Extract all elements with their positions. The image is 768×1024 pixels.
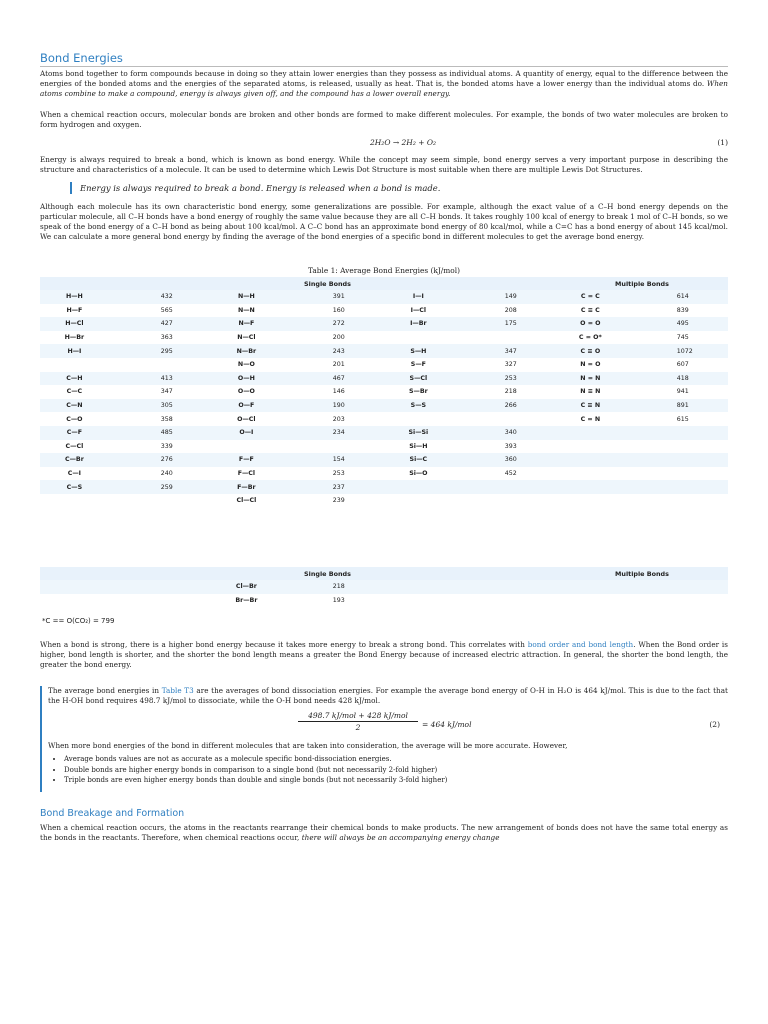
- bond-cell: H—F: [66, 306, 83, 314]
- table-row: [40, 594, 728, 608]
- energy-cell: 418: [676, 374, 689, 382]
- accuracy-paragraph: [48, 741, 728, 786]
- bond-cell: [384, 412, 453, 426]
- fraction-result: = 464 kJ/mol: [422, 720, 472, 729]
- energy-cell: 218: [504, 388, 517, 396]
- energy-cell: 175: [504, 320, 517, 328]
- generalization-text: Although each molecule has its own characteristic bond energy, some generalizations are possible. For example, although the exact value of a C–H bond energy depends on the particular molecule, all C–H bonds have a bond energy of roughly the same value because they are all C–H bonds. It takes roughly 100 kcal of energy to break 1 mol of C–H bonds, so we speak of the bond energy of a C–H bond as being about 100 kcal/mol. A C–C bond has an approximate bond energy of 80 kcal/mol, while a C=C has a bond energy of about 145 kcal/mol. We can calculate a more general bond energy by finding the average of the bond energies of a specific bond in different molecules to get the average bond energy.: [40, 202, 728, 241]
- table-row: [40, 480, 728, 494]
- energy-cell: 891: [676, 402, 689, 410]
- list-item: • Double bonds are higher energy bonds in comparison to a single bond (but not necessarily 2-fold higher): [64, 765, 728, 776]
- equation-2-number: (2): [709, 720, 720, 729]
- bond-cell: O—H: [237, 374, 255, 382]
- table-row: [40, 344, 728, 358]
- energy-cell: [625, 440, 728, 454]
- bond-cell: S—F: [410, 361, 426, 369]
- bond-cell: [556, 426, 625, 440]
- reaction-text: When a chemical reaction occurs, molecular bonds are broken and other bonds are formed to make different molecules. For example, the bonds of two water molecules are broken to form hydrogen and oxygen.: [40, 110, 728, 129]
- breakage-paragraph: [40, 823, 728, 843]
- bond-cell: O—I: [239, 429, 254, 437]
- energy-cell: [109, 594, 212, 608]
- energy-cell: 239: [332, 497, 345, 505]
- energy-cell: 432: [160, 293, 173, 301]
- energy-cell: 565: [160, 306, 173, 314]
- average-fraction: [298, 711, 418, 732]
- bond-cell: F—F: [238, 456, 254, 464]
- energy-cell: 745: [676, 334, 689, 342]
- energy-cell: 253: [332, 470, 345, 478]
- energy-cell: 253: [504, 374, 517, 382]
- energy-cell: 149: [504, 293, 517, 301]
- bond-cell: H—I: [67, 347, 82, 355]
- bond-cell: [384, 594, 453, 608]
- average-bond-list: [48, 754, 728, 786]
- bond-cell: N—N: [237, 306, 255, 314]
- bond-cell: [556, 580, 625, 594]
- energy-cell: 485: [160, 429, 173, 437]
- energy-cell: 146: [332, 388, 345, 396]
- table-row: [40, 331, 728, 345]
- bond-cell: F—Cl: [237, 470, 256, 478]
- energy-cell: [109, 494, 212, 508]
- energy-cell: 266: [504, 402, 517, 410]
- bond-cell: F—Br: [237, 483, 256, 491]
- energy-cell: 358: [160, 415, 173, 423]
- bond-cell: Si—H: [409, 442, 428, 450]
- bond-cell: Si—O: [409, 470, 428, 478]
- energy-cell: [281, 440, 384, 454]
- bond-cell: N = N: [580, 374, 601, 382]
- table-row: [40, 372, 728, 386]
- energy-cell: 234: [332, 429, 345, 437]
- bond-cell: Br—Br: [235, 596, 258, 604]
- energy-cell: 295: [160, 347, 173, 355]
- bond-cell: S—H: [410, 347, 427, 355]
- energy-cell: 237: [332, 483, 345, 491]
- bond-cell: [40, 494, 109, 508]
- bond-energy-paragraph: [40, 155, 728, 175]
- equation-1-number: (1): [717, 138, 728, 147]
- energy-cell: 259: [160, 483, 173, 491]
- multiple-bonds-header-2: Multiple Bonds: [615, 569, 669, 578]
- fraction-numerator: 498.7 kJ/mol + 428 kJ/mol: [298, 711, 418, 722]
- bond-cell: H—Cl: [65, 320, 84, 328]
- reaction-paragraph: [40, 110, 728, 130]
- energy-cell: 160: [332, 306, 345, 314]
- intro-emphasis: When atoms combine to make a compound, energy is always given off, and the compound has a lower overall energy.: [40, 79, 728, 98]
- energy-cell: 467: [332, 374, 345, 382]
- generalization-paragraph: [40, 202, 728, 242]
- section-heading-breakage: Bond Breakage and Formation: [40, 808, 185, 819]
- energy-cell: 272: [332, 320, 345, 328]
- table-row: [40, 358, 728, 372]
- accuracy-text: When more bond energies of the bond in different molecules that are taken into consideration, the average will be more accurate. However,: [48, 741, 568, 750]
- table-row: [40, 467, 728, 481]
- energy-cell: 339: [160, 442, 173, 450]
- bond-energies-table: [40, 277, 728, 508]
- bond-cell: N—O: [237, 361, 255, 369]
- heading-rule: [40, 66, 728, 67]
- energy-cell: 218: [332, 583, 345, 591]
- energy-cell: [453, 480, 556, 494]
- list-item: • Triple bonds are even higher energy bonds than double and single bonds (but not necessarily 3-fold higher): [64, 775, 728, 786]
- energy-cell: [109, 580, 212, 594]
- bond-cell: C ≡ O: [580, 347, 601, 355]
- multiple-bonds-header: Multiple Bonds: [615, 279, 669, 288]
- bond-cell: Cl—Cl: [236, 497, 257, 505]
- energy-cell: 413: [160, 374, 173, 382]
- table-row: [40, 580, 728, 594]
- energy-cell: [625, 453, 728, 467]
- bond-cell: C ≡ C: [580, 306, 600, 314]
- energy-cell: 615: [676, 415, 689, 423]
- energy-cell: [109, 358, 212, 372]
- energy-cell: 393: [504, 442, 517, 450]
- bond-cell: [384, 580, 453, 594]
- bond-cell: N = O: [580, 361, 601, 369]
- bond-cell: N ≡ N: [580, 388, 601, 396]
- energy-cell: [625, 480, 728, 494]
- bond-cell: [40, 358, 109, 372]
- energy-cell: 203: [332, 415, 345, 423]
- bond-cell: O = O: [580, 320, 601, 328]
- table-footnote: *C == O(CO₂) = 799: [42, 617, 115, 625]
- bond-cell: C—F: [66, 429, 83, 437]
- energy-cell: 360: [504, 456, 517, 464]
- energy-cell: 607: [676, 361, 689, 369]
- energy-cell: 193: [332, 596, 345, 604]
- highlight-quote: Energy is always required to break a bond. Energy is released when a bond is made.: [70, 182, 440, 194]
- bond-cell: C—O: [66, 415, 83, 423]
- bond-cell: [384, 331, 453, 345]
- bond-cell: O—O: [237, 388, 255, 396]
- energy-cell: 941: [676, 388, 689, 396]
- bond-cell: C ≡ N: [580, 402, 601, 410]
- table-row: [40, 317, 728, 331]
- bond-cell: C—H: [66, 374, 83, 382]
- bond-cell: H—H: [65, 293, 83, 301]
- table-row: [40, 304, 728, 318]
- energy-cell: 347: [160, 388, 173, 396]
- table-1-caption: Table 1: Average Bond Energies (kJ/mol): [307, 266, 460, 275]
- box-text: The average bond energies in: [48, 686, 162, 695]
- table-row: [40, 494, 728, 508]
- energy-cell: 427: [160, 320, 173, 328]
- table-row: [40, 399, 728, 413]
- energy-cell: 208: [504, 306, 517, 314]
- table-2-header-row: [40, 567, 728, 580]
- bond-cell: [556, 467, 625, 481]
- energy-cell: 276: [160, 456, 173, 464]
- energy-cell: 154: [332, 456, 345, 464]
- energy-cell: 240: [160, 470, 173, 478]
- bond-strength-paragraph: [40, 640, 728, 670]
- energy-cell: 305: [160, 402, 173, 410]
- fraction-denominator: 2: [355, 723, 361, 732]
- bond-cell: C = O*: [578, 334, 602, 342]
- bond-cell: C—C: [66, 388, 83, 396]
- energy-cell: 391: [332, 293, 345, 301]
- energy-cell: [625, 594, 728, 608]
- bond-cell: I—Cl: [410, 306, 427, 314]
- energy-cell: 839: [676, 306, 689, 314]
- single-bonds-header-2: Single Bonds: [304, 569, 351, 578]
- energy-cell: [453, 412, 556, 426]
- bond-cell: [556, 480, 625, 494]
- bond-strength-text-2: . When the Bond order is higher, bond length is shorter, and the shorter the bond length means a greater the Bond Energy because of increased electric attraction. In general, the shorter the bond length, the greater the bond energy.: [40, 640, 729, 669]
- bond-cell: S—Cl: [409, 374, 428, 382]
- energy-cell: 614: [676, 293, 689, 301]
- energy-cell: [453, 594, 556, 608]
- bond-cell: C—N: [66, 402, 83, 410]
- bond-cell: S—S: [410, 402, 427, 410]
- bond-cell: O—Cl: [237, 415, 256, 423]
- bond-cell: [212, 440, 281, 454]
- bond-cell: N—H: [237, 293, 255, 301]
- bond-cell: [556, 494, 625, 508]
- energy-cell: 340: [504, 429, 517, 437]
- breakage-emphasis: there will always be an accompanying energy change: [301, 833, 500, 842]
- bond-cell: H—Br: [64, 334, 85, 342]
- energy-cell: 495: [676, 320, 689, 328]
- bond-cell: Cl—Br: [235, 583, 257, 591]
- energy-cell: [453, 331, 556, 345]
- bond-cell: C—Br: [64, 456, 84, 464]
- bond-cell: C = N: [580, 415, 601, 423]
- bond-cell: C = C: [580, 293, 600, 301]
- energy-cell: 363: [160, 334, 173, 342]
- energy-cell: [625, 494, 728, 508]
- energy-cell: 452: [504, 470, 517, 478]
- bond-cell: I—Br: [410, 320, 427, 328]
- energy-cell: 327: [504, 361, 517, 369]
- bond-cell: C—I: [67, 470, 82, 478]
- box-text-2: are the averages of bond dissociation energies. For example the average bond energy of O-H in H₂O is 464 kJ/mol. This is due to the fact that the H-OH bond requires 498.7 kJ/mol to dissociate, while the O-H bond needs 428 kJ/mol.: [48, 686, 728, 705]
- bond-cell: O—F: [238, 402, 255, 410]
- bond-energies-table-continued: [40, 567, 728, 607]
- bond-cell: [556, 440, 625, 454]
- section-heading-bond-energies: Bond Energies: [40, 51, 123, 65]
- list-item: • Average bonds values are not as accurate as a molecule specific bond-dissociation energies.: [64, 754, 728, 765]
- table-row: [40, 412, 728, 426]
- table-t3-link[interactable]: Table T3: [161, 686, 194, 695]
- table-row: [40, 426, 728, 440]
- table-1-header-row: [40, 277, 728, 290]
- bond-cell: [384, 494, 453, 508]
- single-bonds-header: Single Bonds: [304, 279, 351, 288]
- bond-cell: S—Br: [408, 388, 428, 396]
- bond-cell: Si—Si: [408, 429, 429, 437]
- energy-cell: 347: [504, 347, 517, 355]
- bond-cell: Si—C: [409, 456, 428, 464]
- energy-cell: [625, 467, 728, 481]
- intro-text: Atoms bond together to form compounds because in doing so they attain lower energies than they possess as individual atoms. A quantity of energy, equal to the difference between the energies of the bonded atoms and the energies of the separated atoms, is released, usually as heat. That is, the bonded atoms have a lower energy than the individual atoms do.: [40, 69, 728, 88]
- energy-cell: [625, 426, 728, 440]
- bond-cell: N—Br: [236, 347, 257, 355]
- bond-cell: N—F: [238, 320, 255, 328]
- table-row: [40, 453, 728, 467]
- energy-cell: 201: [332, 361, 345, 369]
- bond-cell: [40, 594, 109, 608]
- energy-cell: 1072: [676, 347, 693, 355]
- energy-cell: [453, 494, 556, 508]
- bond-cell: [556, 453, 625, 467]
- bond-cell: [384, 480, 453, 494]
- table-row: [40, 440, 728, 454]
- bond-energy-text: Energy is always required to break a bond, which is known as bond energy. While the concept may seem simple, bond energy serves a very important purpose in describing the structure and characteristics of a molecule. It can be used to determine which Lewis Dot Structure is most suitable when there are multiple Lewis Dot Structures.: [40, 155, 728, 174]
- bond-cell: C—S: [66, 483, 83, 491]
- breakage-text: When a chemical reaction occurs, the atoms in the reactants rearrange their chemical bonds to make products. The new arrangement of bonds does not have the same total energy as the bonds in the reactants. Therefore, when chemical reactions occur,: [40, 823, 728, 842]
- bond-strength-text: When a bond is strong, there is a higher bond energy because it takes more energy to break a strong bond. This correlates with: [40, 640, 528, 649]
- energy-cell: 190: [332, 402, 345, 410]
- energy-cell: [453, 580, 556, 594]
- energy-cell: 243: [332, 347, 345, 355]
- bond-cell: N—Cl: [237, 334, 256, 342]
- bond-order-link[interactable]: bond order and bond length: [527, 640, 634, 649]
- energy-cell: [625, 580, 728, 594]
- bond-cell: [40, 580, 109, 594]
- intro-paragraph: [40, 69, 728, 99]
- bond-cell: C—Cl: [65, 442, 84, 450]
- bond-cell: [556, 594, 625, 608]
- equation-1-expression: 2H₂O → 2H₂ + O₂: [370, 138, 437, 147]
- table-row: [40, 385, 728, 399]
- energy-cell: 200: [332, 334, 345, 342]
- bond-cell: I—I: [412, 293, 424, 301]
- table-row: [40, 290, 728, 304]
